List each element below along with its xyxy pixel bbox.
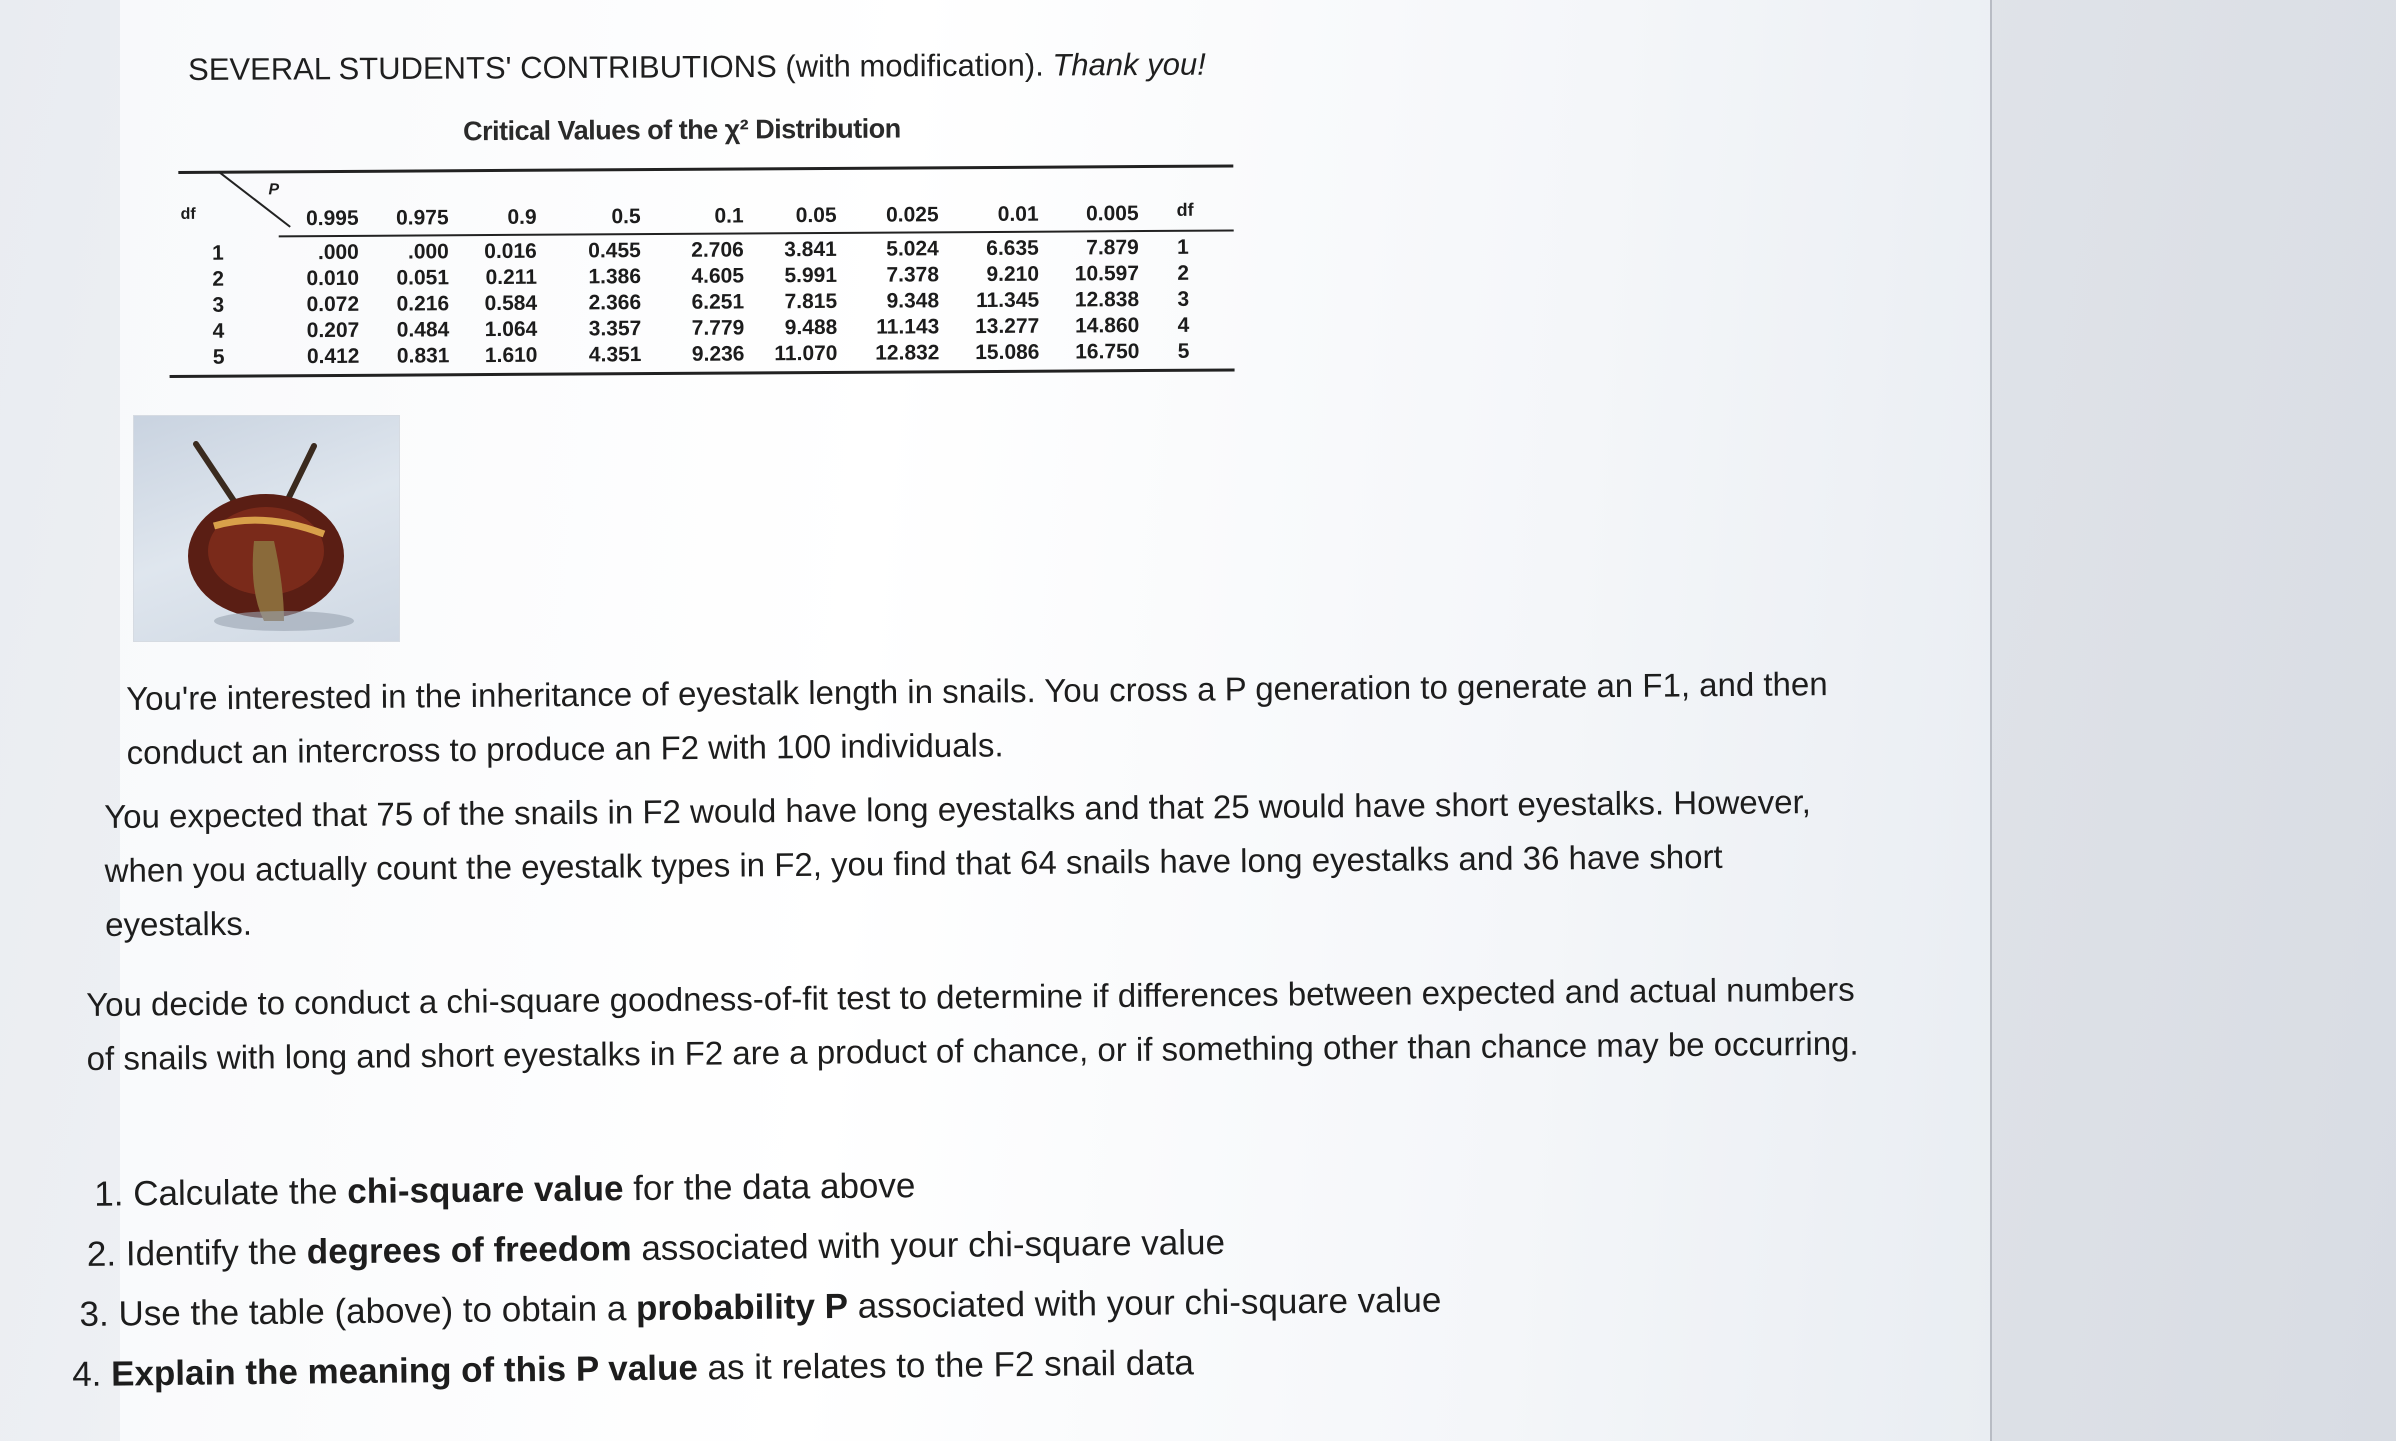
paragraph-3-text: You decide to conduct a chi-square goodness-of-fit test to determine if differences between expected and actual numbers of snails with long and short eyestalks in F2 are a product of chance, or if something other than chance may be occurring.	[86, 970, 1859, 1077]
question-item-1: 1. Calculate the chi-square value for the data above	[94, 1166, 916, 1214]
table-cell: 0.207	[306, 318, 360, 343]
table-cell: 1.386	[588, 265, 642, 289]
df-row-label: 2	[212, 267, 225, 291]
p-value-header: 0.5	[611, 205, 641, 229]
table-cell: 0.831	[396, 344, 450, 368]
df-row-label: 4	[212, 319, 225, 343]
df-row-label: 1	[212, 241, 224, 265]
header-title: SEVERAL STUDENTS' CONTRIBUTIONS (with modification).	[188, 47, 1044, 87]
table-cell: 0.216	[396, 292, 450, 316]
table-cell: 0.584	[484, 291, 538, 316]
df-row-label-right: 1	[1177, 235, 1189, 259]
table-cell: 10.597	[1074, 262, 1140, 286]
table-cell: .000	[317, 240, 359, 265]
p-value-header: 0.025	[885, 203, 939, 227]
paragraph-3	[86, 962, 1887, 1086]
question-item-2: 2. Identify the degrees of freedom associated with your chi-square value	[86, 1222, 1226, 1274]
table-cell: 0.016	[484, 239, 537, 264]
table-cell: 1.064	[484, 317, 538, 342]
table-cell: 13.277	[974, 314, 1040, 339]
table-cell: 4.351	[588, 343, 642, 367]
p-value-header: 0.1	[714, 204, 744, 228]
paragraph-1-text: You're interested in the inheritance of eyestalk length in snails. You cross a P generation to generate an F1, and then conduct an intercross to produce an F2 with 100 individuals.	[126, 665, 1828, 771]
table-cell: 2.366	[588, 291, 642, 315]
p-value-header: 0.005	[1085, 202, 1139, 226]
table-cell: 9.236	[691, 342, 745, 366]
paragraph-1	[126, 657, 1867, 780]
table-title: Critical Values of the χ² Distribution	[462, 113, 901, 147]
header-thanks: Thank you!	[1052, 46, 1206, 83]
p-value-header: 0.05	[795, 203, 837, 228]
table-cell: 1.610	[484, 343, 538, 368]
paragraph-2	[104, 775, 1875, 952]
paragraph-2-text: You expected that 75 of the snails in F2 would have long eyestalks and that 25 would have short eyestalks. However, when you actually count the eyestalk types in F2, you find that 64 snails have long eyestalks and 36 have short eyestalks.	[104, 783, 1811, 943]
table-bottom-rule	[170, 368, 1235, 378]
table-cell: 9.210	[986, 262, 1040, 287]
table-cell: 12.838	[1074, 288, 1140, 312]
question-item-4: 4. Explain the meaning of this P value as it relates to the F2 snail data	[71, 1343, 1195, 1394]
p-header: P	[268, 181, 280, 199]
table-cell: 2.706	[691, 238, 744, 262]
snail-shadow	[214, 611, 354, 631]
df-row-label: 5	[212, 345, 225, 369]
table-cell: 6.635	[986, 236, 1039, 261]
df-row-label-right: 3	[1177, 287, 1190, 311]
table-cell: 0.412	[306, 344, 360, 369]
df-header-right: df	[1176, 199, 1194, 220]
p-value-header: 0.9	[507, 205, 537, 229]
table-cell: 4.605	[691, 264, 745, 288]
table-cell: 16.750	[1075, 340, 1140, 364]
table-cell: .000	[407, 240, 449, 264]
table-cell: 11.143	[876, 315, 940, 339]
p-value-header: 0.995	[305, 206, 359, 231]
p-value-header: 0.01	[997, 202, 1039, 226]
table-cell: 7.879	[1086, 236, 1139, 260]
table-cell: 14.860	[1074, 314, 1140, 338]
df-header: df	[180, 205, 196, 223]
df-row-label: 3	[212, 293, 225, 317]
table-cell: 0.051	[396, 266, 450, 290]
table-cell: 11.070	[774, 341, 838, 366]
table-cell: 9.488	[784, 315, 838, 340]
table-cell: 5.991	[784, 263, 838, 288]
table-cell: 12.832	[875, 341, 940, 365]
table-cell: 5.024	[886, 237, 939, 261]
table-cell: 0.072	[306, 292, 360, 317]
table-cell: 9.348	[886, 289, 940, 313]
snail-illustration	[134, 416, 399, 641]
table-cell: 15.086	[975, 340, 1040, 365]
df-row-label-right: 5	[1177, 339, 1190, 363]
table-cell: 0.010	[306, 266, 360, 291]
snail-image	[133, 415, 400, 642]
question-item-3: 3. Use the table (above) to obtain a probability P associated with your chi-square value	[79, 1280, 1442, 1334]
question-list	[70, 1151, 1442, 1405]
table-cell: 7.779	[691, 316, 745, 340]
table-cell: 7.378	[886, 263, 940, 287]
table-cell: 0.455	[588, 239, 641, 263]
page-header	[188, 47, 1206, 88]
table-cell: 3.841	[784, 237, 837, 262]
df-row-label-right: 2	[1177, 261, 1190, 285]
df-row-label-right: 4	[1177, 313, 1190, 337]
screen-edge	[1990, 0, 1992, 1441]
table-cell: 3.357	[588, 317, 642, 341]
p-value-header: 0.975	[395, 206, 449, 230]
chi-square-table	[168, 111, 1240, 388]
table-cell: 11.345	[975, 288, 1040, 313]
table-cell: 6.251	[691, 290, 745, 314]
table-cell: 7.815	[784, 289, 838, 314]
table-top-rule	[178, 164, 1233, 173]
table-cell: 0.211	[485, 265, 538, 290]
table-cell: 0.484	[396, 318, 450, 342]
